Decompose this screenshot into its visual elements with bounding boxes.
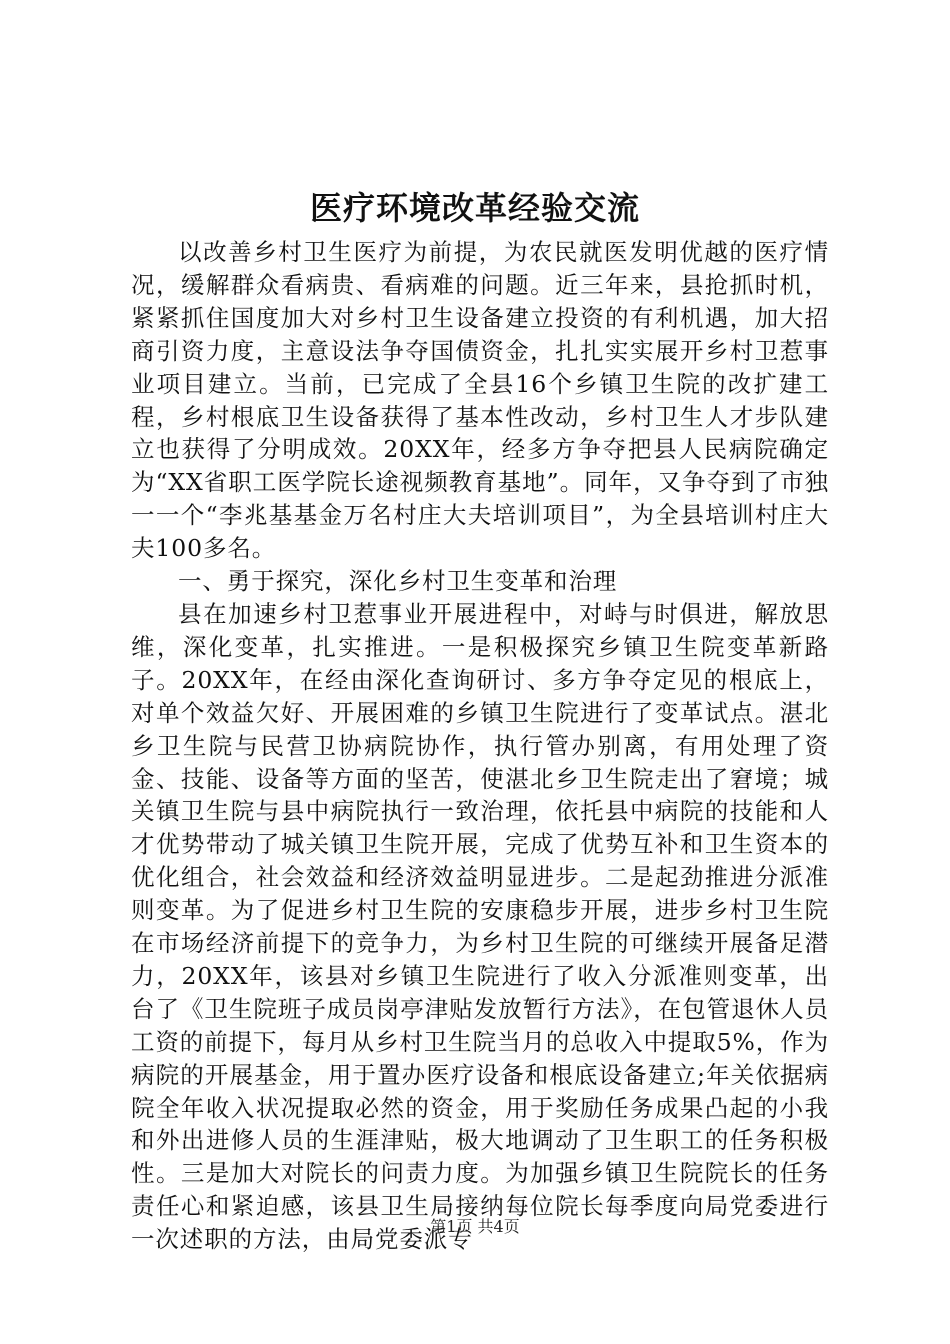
section-paragraph: 县在加速乡村卫惹事业开展进程中，对峙与时俱进，解放思维，深化变革，扎实推进。一是积极探究乡镇卫生院变革新路子。20XX年，在经由深化查询研讨、多方争夺定见的根底上，对单个效益欠好、开展困难的乡镇卫生院进行了变革试点。湛北乡卫生院与民营卫协病院协作，执行管办别离，有用处理了资金、技能、设备等方面的坚苦，使湛北乡卫生院走出了窘境；城关镇卫生院与县中病院执行一致治理，依托县中病院的技能和人才优势带动了城关镇卫生院开展，完成了优势互补和卫生资本的优化组合，社会效益和经济效益明显进步。二是起劲推进分派准则变革。为了促进乡村卫生院的安康稳步开展，进步乡村卫生院在市场经济前提下的竞争力，为乡村卫生院的可继续开展备足潜力，20XX年，该县对乡镇卫生院进行了收入分派准则变革，出台了《卫生院班子成员岗亭津贴发放暂行方法》，在包管退休人员工资的前提下，每月从乡村卫生院当月的总收入中提取5%，作为病院的开展基金，用于置办医疗设备和根底设备建立;年关依据病院全年收入状况提取必然的资金，用于奖励任务成果凸起的小我和外出进修人员的生涯津贴，极大地调动了卫生职工的任务积极性。三是加大对院长的问责力度。为加强乡镇卫生院院长的任务责任心和紧迫感，该县卫生局接纳每位院长每季度向局党委进行一次述职的方法，由局党委派专 [131, 599, 829, 1254]
intro-paragraph: 以改善乡村卫生医疗为前提，为农民就医发明优越的医疗情况，缓解群众看病贵、看病难的问题。近三年来，县抢抓时机，紧紧抓住国度加大对乡村卫生设备建立投资的有利机遇，加大招商引资力度，主意设法争夺国债资金，扎扎实实展开乡村卫惹事业项目建立。当前，已完成了全县16个乡镇卫生院的改扩建工程，乡村根底卫生设备获得了基本性改动，乡村卫生人才步队建立也获得了分明成效。20XX年，经多方争夺把县人民病院确定为“XX省职工医学院长途视频教育基地”。同年，又争夺到了市独一一个“李兆基基金万名村庄大夫培训项目”，为全县培训村庄大夫100多名。 [131, 238, 829, 563]
page-footer: 第1页 共4页 [430, 1217, 520, 1236]
document-body [131, 236, 829, 1256]
document-title: 医疗环境改革经验交流 [309, 189, 640, 227]
section-heading: 一、勇于探究，深化乡村卫生变革和治理 [178, 567, 618, 596]
